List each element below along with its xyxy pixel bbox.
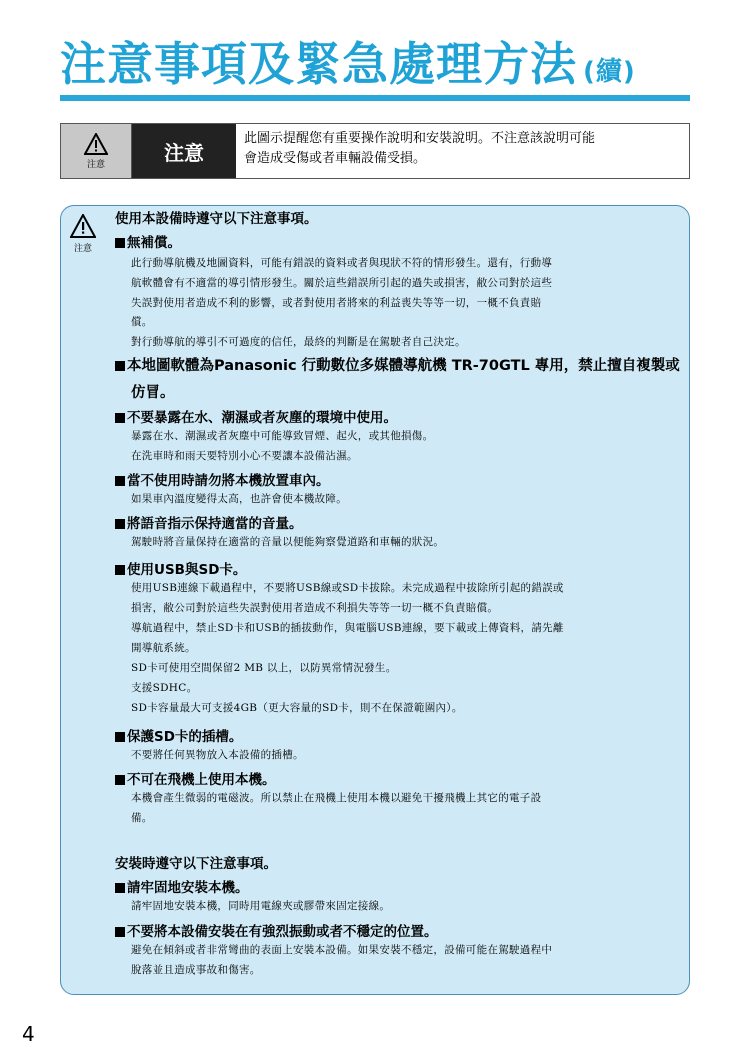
box-caution-icon [70,214,96,254]
item-heading: 當不使用時請勿將本機放置車內。 [115,469,330,489]
item-heading: 將語音指示保持適當的音量。 [115,512,303,532]
body-text: 請牢固地安裝本機，同時用電線夾或膠帶來固定接線。 [131,900,391,912]
body-text: 對行動導航的導引不可過度的信任，最終的判斷是在駕駛者自己決定。 [131,336,466,348]
warning-icon [84,133,108,155]
body-text: 暴露在水、潮濕或者灰塵中可能導致冒煙、起火，或其他損傷。 [131,430,434,442]
square-bullet-icon [115,361,125,371]
body-text: 償。 [131,316,153,328]
body-text: 開導航系統。 [131,642,196,654]
item-heading: 保護SD卡的插槽。 [115,725,242,745]
body-text: 導航過程中，禁止SD卡和USB的插拔動作，與電腦USB連線，要下載或上傳資料，請先離 [131,622,564,634]
square-bullet-icon [115,476,125,486]
item-heading: 不可在飛機上使用本機。 [115,768,276,788]
square-bullet-icon [115,519,125,529]
warning-icon [70,214,96,238]
body-text: 本機會產生微弱的電磁波。所以禁止在飛機上使用本機以避免干擾飛機上其它的電子設 [131,792,542,804]
square-bullet-icon [115,927,125,937]
title-suffix: (續) [583,57,636,87]
square-bullet-icon [115,732,125,742]
body-text: 使用USB連線下載過程中，不要將USB線或SD卡拔除。未完成過程中拔除所引起的錯誤或 [131,582,564,594]
body-text: 備。 [131,812,153,824]
caution-description: 此圖示提醒您有重要操作說明和安裝說明。不注意該說明可能 會造成受傷或者車輛設備受損。 [244,131,596,166]
item-heading: 請牢固地安裝本機。 [115,876,249,896]
body-text: 如果車內溫度變得太高，也許會使本機故障。 [131,493,347,505]
page-number: 4 [22,1022,35,1046]
page-title: 注意事項及緊急處理方法 (續) [60,37,636,91]
square-bullet-icon [115,775,125,785]
body-text: 不要將任何異物放入本設備的插槽。 [131,749,304,761]
square-bullet-icon [115,238,125,248]
body-text: 損害，敝公司對於這些失誤對使用者造成不利損失等等一切一概不負責賠償。 [131,602,499,614]
body-text: 支援SDHC。 [131,682,198,694]
square-bullet-icon [115,883,125,893]
body-text: 失誤對使用者造成不利的影響，或者對使用者將來的利益喪失等等一切，一概不負責賠 [131,297,542,309]
caution-word: 注意 [132,124,236,178]
caution-icon-label: 注意 [86,159,105,170]
square-bullet-icon [115,565,125,575]
caution-banner [60,123,690,179]
body-text: 此行動導航機及地圖資料，可能有錯誤的資料或者與現狀不符的情形發生。還有，行動導 [131,257,553,269]
caution-icon-cell [61,124,132,178]
body-text: 避免在傾斜或者非常彎曲的表面上安裝本設備。如果安裝不穩定，設備可能在駕駛過程中 [131,944,553,956]
body-text: SD卡可使用空間保留2 MB 以上，以防異常情況發生。 [131,662,397,674]
section-heading: 安裝時遵守以下注意事項。 [115,856,277,872]
item-heading: 使用USB與SD卡。 [115,558,246,578]
body-text: 航軟體會有不適當的導引情形發生。關於這些錯誤所引起的過失或損害，敝公司對於這些 [131,277,553,289]
title-rule [60,95,690,101]
item-heading: 仿冒。 [131,385,175,401]
box-icon-label: 注意 [73,244,92,254]
item-heading: 無補償。 [115,231,181,251]
section-heading: 使用本設備時遵守以下注意事項。 [115,211,318,227]
body-text: 在洗車時和雨天要特別小心不要讓本設備沾濕。 [131,450,358,462]
body-text: 脫落並且造成事故和傷害。 [131,964,261,976]
square-bullet-icon [115,413,125,423]
body-text: SD卡容量最大可支援4GB（更大容量的SD卡，則不在保證範圍內）。 [131,702,463,714]
body-text: 駕駛時將音量保持在適當的音量以便能夠察覺道路和車輛的狀況。 [131,536,445,548]
item-heading: 不要將本設備安裝在有強烈振動或者不穩定的位置。 [115,920,438,940]
item-heading: 不要暴露在水、潮濕或者灰塵的環境中使用。 [115,406,397,426]
item-heading: 本地圖軟體為Panasonic 行動數位多媒體導航機 TR-70GTL 專用，禁止擅自複製或 [115,354,680,375]
